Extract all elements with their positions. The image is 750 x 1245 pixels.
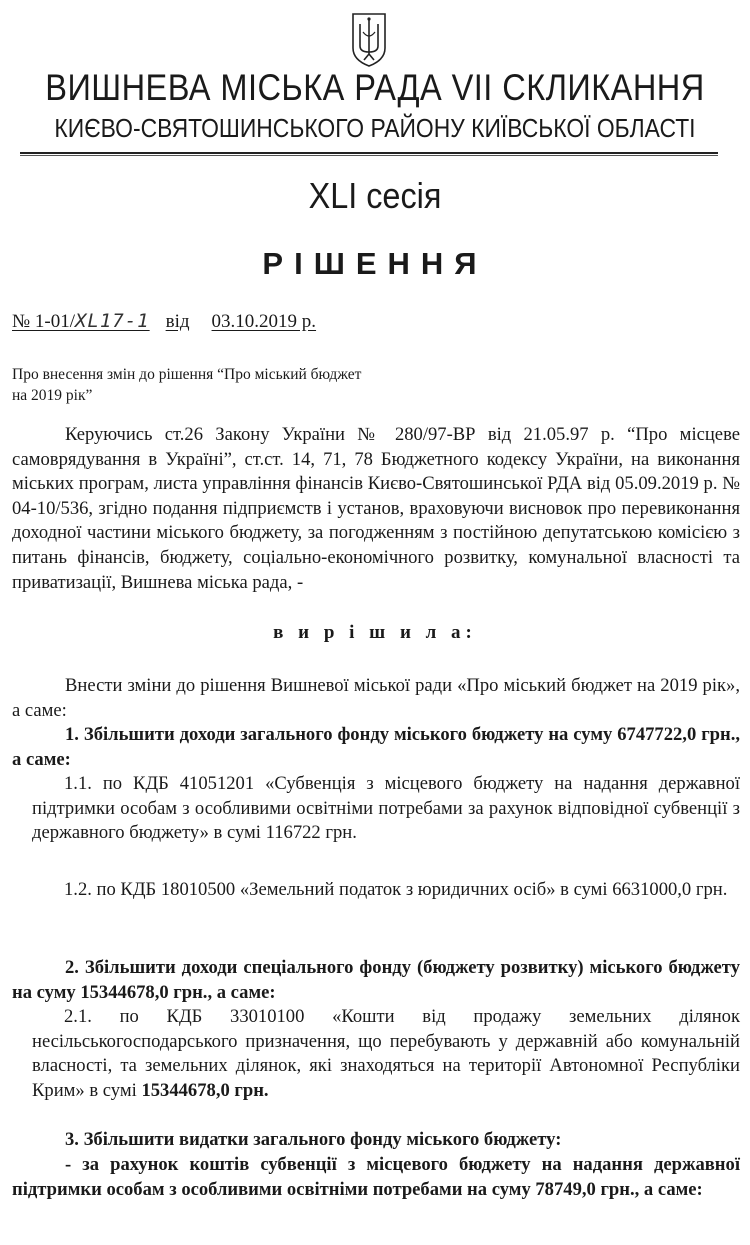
intro-paragraph: Керуючись ст.26 Закону України № 280/97-ВР від 21.05.97 р. “Про місцеве самоврядування в Україні”, ст.ст. 14, 71, 78 Бюджетного кодексу України, на виконання міських програм, листа управління фінансів Києво-Святошинської РДА від 05.09.2019 р. № 04-10/536, згідно подання підприємств і установ, враховуючи висновок про перевиконання доходної частини міського бюджету, за погодженням з постійною депутатською комісією з питань фінансів, бюджету, соціально-економічного розвитку, комунальної власності та приватизації, Вишнева міська рада, - <box>12 424 740 593</box>
section-1-item-1: 1.1. по КДБ 41051201 «Субвенція з місцевого бюджету на надання державної підтримки особам з особливими освітніми потребами за рахунок відповідної субвенції з державного бюджету» в сумі 116722 грн. <box>32 773 740 844</box>
header-divider <box>20 152 718 154</box>
section-3-heading: 3. Збільшити видатки загального фонду міського бюджету: <box>65 1129 562 1150</box>
registration-line <box>12 308 316 335</box>
district-title: КИЄВО-СВЯТОШИНСЬКОГО РАЙОНУ КИЇВСЬКОЇ ОБЛАСТІ <box>54 113 696 143</box>
section-1-item-2: 1.2. по КДБ 18010500 «Земельний податок з юридичних осіб» в сумі 6631000,0 грн. <box>64 879 728 900</box>
decision-date: 03.10.2019 р. <box>211 311 317 332</box>
section-2-item-1-text: 2.1. по КДБ 33010100 «Кошти від продажу земельних ділянок несільськогосподарського призначення, що перебувають у державній або комунальній власності, та земельних ділянок, які знаходяться на території Автономної Республіки Крим» в сумі <box>32 1006 740 1101</box>
session-title: XLI сесія <box>308 175 442 216</box>
trident-coat-of-arms-icon <box>349 10 389 68</box>
section-2-heading: 2. Збільшити доходи спеціального фонду (бюджету розвитку) міського бюджету на суму 15344678,0 грн., а саме: <box>12 957 740 1003</box>
changes-intro: Внести зміни до рішення Вишневої міської ради «Про міський бюджет на 2019 рік», а саме: <box>12 675 740 721</box>
from-label: від <box>165 311 190 332</box>
section-1-heading: 1. Збільшити доходи загального фонду міського бюджету на суму 6747722,0 грн., а саме: <box>12 724 740 770</box>
section-2-item-1 <box>32 1005 740 1103</box>
council-title: ВИШНЕВА МІСЬКА РАДА VII СКЛИКАННЯ <box>45 67 705 108</box>
header-divider-thin <box>20 155 718 156</box>
resolved-heading: в и р і ш и л а: <box>273 622 477 643</box>
decision-subject: Про внесення змін до рішення “Про міський бюджет на 2019 рік” <box>12 366 362 404</box>
section-2-item-1-amount: 15344678,0 грн. <box>141 1079 269 1101</box>
handwritten-number: XL17-1 <box>74 310 150 332</box>
section-3-subheading: - за рахунок коштів субвенції з місцевого бюджету на надання державної підтримки особам з особливими освітніми потребами на суму 78749,0 грн., а саме: <box>12 1154 740 1200</box>
number-prefix: № 1-01/ <box>12 311 75 332</box>
document-type: РІШЕННЯ <box>262 246 488 281</box>
